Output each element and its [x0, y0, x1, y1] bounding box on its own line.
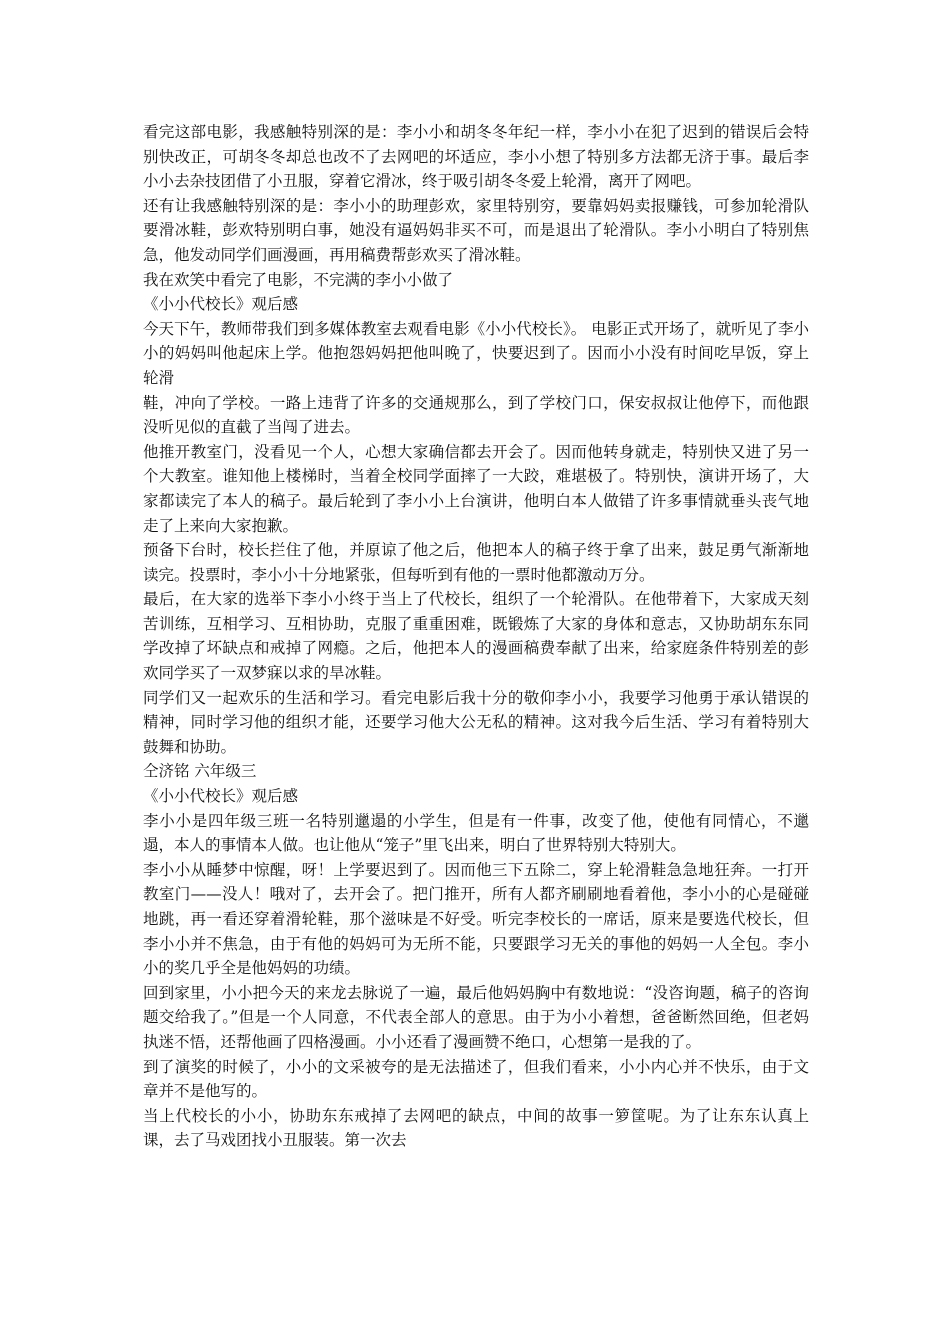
- paragraph: 同学们又一起欢乐的生活和学习。看完电影后我十分的敬仰李小小，我要学习他勇于承认错误的精神，同时学习他的组织才能，还要学习他大公无私的精神。这对我今后生活、学习有着特别大鼓舞和协助。: [143, 688, 809, 756]
- document-body: [143, 120, 809, 1153]
- paragraph: 李小小是四年级三班一名特别邋遢的小学生，但是有一件事，改变了他，使他有同情心，不邋遢，本人的事情本人做。也让他从“笼子”里飞出来，明白了世界特别大特别大。: [143, 811, 809, 855]
- paragraph: 他推开教室门，没看见一个人，心想大家确信都去开会了。因而他转身就走，特别快又进了另一个大教室。谁知他上楼梯时，当着全校同学面摔了一大跤，难堪极了。特别快，演讲开场了，大家都读完了本人的稿子。最后轮到了李小小上台演讲，他明白本人做错了许多事情就垂头丧气地走了上来向大家抱歉。: [143, 442, 809, 535]
- paragraph: 回到家里，小小把今天的来龙去脉说了一遍，最后他妈妈胸中有数地说：“没咨询题，稿子的咨询题交给我了。”但是一个人同意，不代表全部人的意思。由于为小小着想，爸爸断然回绝，但老妈执迷不悟，还帮他画了四格漫画。小小还看了漫画赞不绝口，心想第一是我的了。: [143, 983, 809, 1051]
- paragraph: 鞋，冲向了学校。一路上违背了许多的交通规那么，到了学校门口，保安叔叔让他停下，而他跟没听见似的直截了当闯了进去。: [143, 393, 809, 437]
- paragraph: 我在欢笑中看完了电影，不完满的李小小做了: [143, 270, 454, 289]
- section-title: 《小小代校长》观后感: [143, 787, 299, 806]
- paragraph: 今天下午，教师带我们到多媒体教室去观看电影《小小代校长》。 电影正式开场了，就听见了李小小的妈妈叫他起床上学。他抱怨妈妈把他叫晚了，快要迟到了。因而小小没有时间吃早饭，穿上轮滑: [143, 319, 809, 387]
- section-title: 《小小代校长》观后感: [143, 295, 299, 314]
- author-line: 仝济铭 六年级三: [143, 762, 257, 781]
- paragraph: 李小小从睡梦中惊醒，呀！上学要迟到了。因而他三下五除二，穿上轮滑鞋急急地狂奔。一打开教室门——没人！哦对了，去开会了。把门推开，所有人都齐刷刷地看着他，李小小的心是碰碰地跳，再一看还穿着滑轮鞋，那个滋味是不好受。听完李校长的一席话，原来是要选代校长，但李小小并不焦急，由于有他的妈妈可为无所不能，只要跟学习无关的事他的妈妈一人全包。李小小的奖几乎全是他妈妈的功绩。: [143, 860, 809, 978]
- paragraph: 还有让我感触特别深的是：李小小的助理彭欢，家里特别穷，要靠妈妈卖报赚钱，可参加轮滑队要滑冰鞋，彭欢特别明白事，她没有逼妈妈非买不可，而是退出了轮滑队。李小小明白了特别焦急，他发动同学们画漫画，再用稿费帮彭欢买了滑冰鞋。: [143, 196, 809, 264]
- paragraph: 当上代校长的小小，协助东东戒掉了去网吧的缺点，中间的故事一箩筐呢。为了让东东认真上课，去了马戏团找小丑服装。第一次去: [143, 1106, 809, 1150]
- paragraph: 最后，在大家的选举下李小小终于当上了代校长，组织了一个轮滑队。在他带着下，大家成天刻苦训练，互相学习、互相协助，克服了重重困难，既锻炼了大家的身体和意志，又协助胡东东同学改掉了坏缺点和戒掉了网瘾。之后，他把本人的漫画稿费奉献了出来，给家庭条件特别差的彭欢同学买了一双梦寐以求的旱冰鞋。: [143, 590, 809, 683]
- paragraph: 看完这部电影，我感触特别深的是：李小小和胡冬冬年纪一样，李小小在犯了迟到的错误后会特别快改正，可胡冬冬却总也改不了去网吧的坏适应，李小小想了特别多方法都无济于事。最后李小小去杂技团借了小丑服，穿着它滑冰，终于吸引胡冬冬爱上轮滑，离开了网吧。: [143, 123, 809, 191]
- paragraph: 预备下台时，校长拦住了他，并原谅了他之后，他把本人的稿子终于拿了出来，鼓足勇气渐渐地读完。投票时，李小小十分地紧张，但每听到有他的一票时他都激动万分。: [143, 541, 809, 584]
- paragraph: 到了演奖的时候了，小小的文采被夸的是无法描述了，但我们看来，小小内心并不快乐，由于文章并不是他写的。: [143, 1057, 809, 1101]
